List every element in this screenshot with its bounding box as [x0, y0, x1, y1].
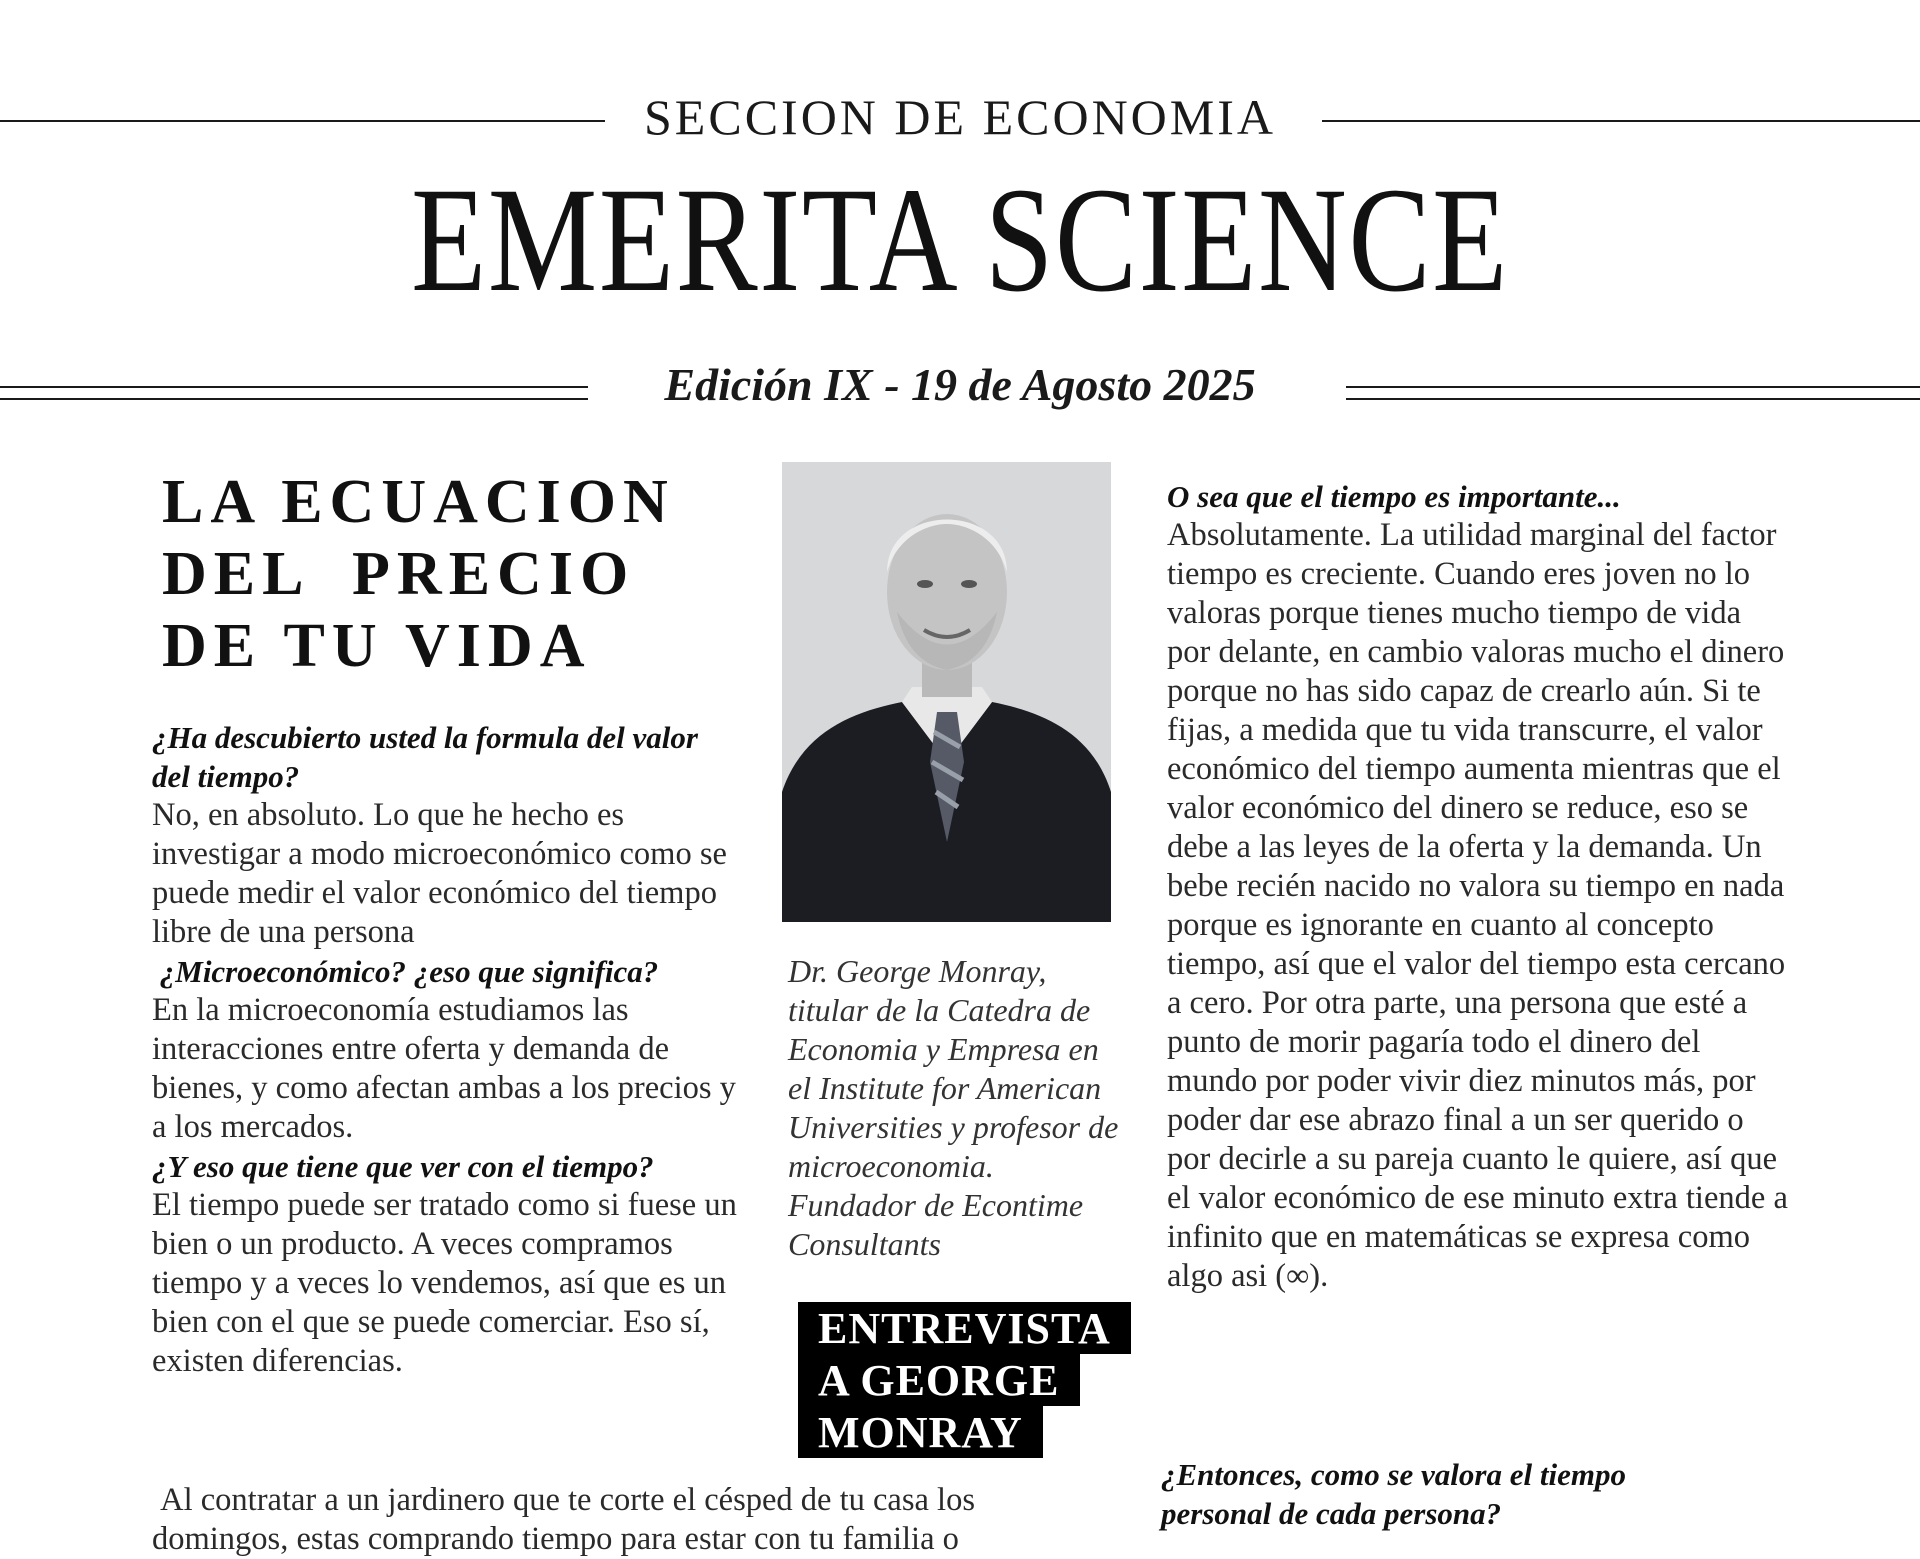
portrait-photo [782, 462, 1111, 922]
caption-line: Universities y profesor de [788, 1109, 1119, 1145]
interview-question: O sea que el tiempo es importante... [1167, 479, 1621, 514]
interview-answer: Absolutamente. La utilidad marginal del factor tiempo es creciente. Cuando eres joven no lo valoras porque tienes mucho tiempo de vida por delante, en cambio valoras mucho el dinero porque no has sido capaz de crearlo aún. Si te fijas, a medida que tu vida transcurre, el valor económico del tiempo aumenta mientras que el valor económico del dinero se reduce, eso se debe a las leyes de la oferta y la demanda. Un bebe recién nacido no valora su tiempo en nada porque es ignorante en cuanto al concepto tiempo, así que el valor del tiempo esta cercano a cero. Por otra parte, una persona que esté a punto de morir pagaría todo el dinero del mundo por poder vivir diez minutos más, por poder dar ese abrazo final a un ser querido o por decirle a su pareja cuanto le quiere, así que el valor económico de ese minuto extra tiende a infinito que en matemáticas se expresa como algo asi (∞). [1167, 517, 1788, 1294]
caption-line: Consultants [788, 1226, 941, 1262]
caption-line: microeconomia. [788, 1148, 994, 1184]
caption-line: Fundador de Econtime [788, 1187, 1084, 1223]
article-headline [162, 466, 722, 682]
interview-question: ¿Entonces, como se valora el tiempo personal de cada persona? [1161, 1457, 1626, 1531]
interview-answer: En la microeconomía estudiamos las interacciones entre oferta y demanda de bienes, y como afectan ambas a los precios y a los mercados. [152, 992, 736, 1145]
right-column [1167, 477, 1817, 1296]
right-column-question [1161, 1455, 1721, 1533]
left-column [152, 718, 742, 1381]
headline-line: LA ECUACION [162, 468, 675, 536]
edition-line: Edición IX - 19 de Agosto 2025 [664, 359, 1256, 410]
interview-question: ¿Ha descubierto usted la formula del valor del tiempo? [152, 720, 698, 794]
photo-caption [788, 952, 1148, 1264]
interview-question: ¿Microeconómico? ¿eso que significa? [152, 954, 659, 989]
interview-answer: No, en absoluto. Lo que he hecho es investigar a modo microeconómico como se puede medir el valor económico del tiempo libre de una persona [152, 797, 727, 950]
interview-answer: El tiempo puede ser tratado como si fuese un bien o un producto. A veces compramos tiempo y a veces lo vendemos, así que es un bien con el que se puede comerciar. Eso sí, existen diferencias. [152, 1187, 737, 1379]
bottom-paragraph-text: Al contratar a un jardinero que te corte el césped de tu casa los domingos, estas comprando tiempo para estar con tu familia o [152, 1482, 984, 1557]
masthead-title: EMERITA SCIENCE [411, 157, 1509, 323]
caption-line: titular de la Catedra de [788, 992, 1091, 1028]
bottom-paragraph [152, 1481, 1112, 1559]
caption-line: Dr. George Monray, [788, 953, 1047, 989]
caption-line: el Institute for American [788, 1070, 1102, 1106]
tag-line: ENTREVISTA [798, 1302, 1131, 1354]
portrait-illustration [782, 462, 1111, 922]
headline-line: DE TU VIDA [162, 612, 592, 680]
section-label: SECCION DE ECONOMIA [644, 89, 1276, 145]
interview-tag [798, 1302, 1131, 1458]
interview-question: ¿Y eso que tiene que ver con el tiempo? [152, 1149, 654, 1184]
caption-line: Economia y Empresa en [788, 1031, 1099, 1067]
tag-line: A GEORGE [798, 1354, 1080, 1406]
tag-line: MONRAY [798, 1406, 1043, 1458]
headline-line: DEL PRECIO [162, 540, 636, 608]
